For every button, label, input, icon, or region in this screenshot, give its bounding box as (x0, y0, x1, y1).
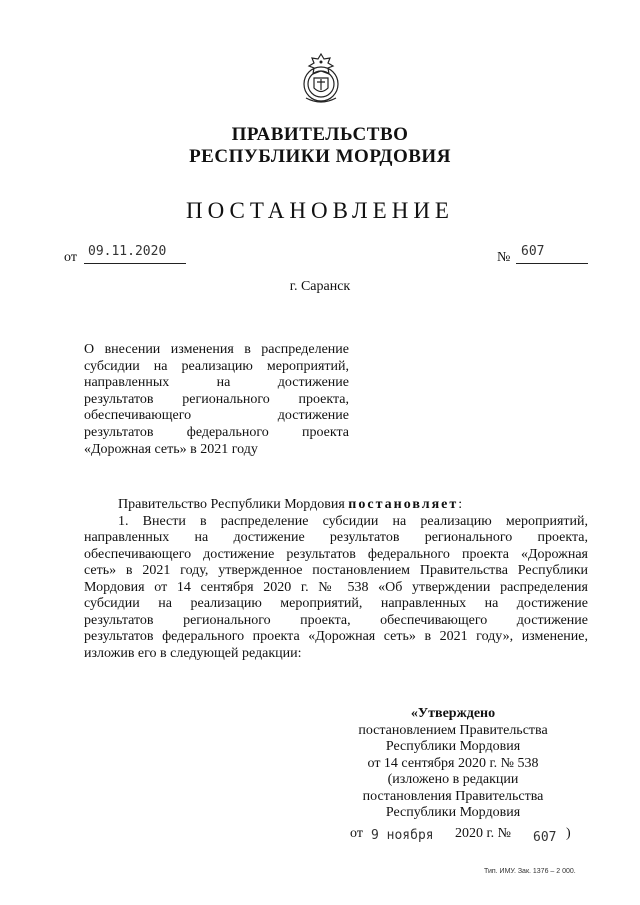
coat-of-arms-icon (298, 50, 344, 106)
approval-line: Республики Мордовия (385, 739, 521, 754)
subject-line: О внесении изменения в распределение (84, 342, 349, 357)
subject-line: результатов регионального проекта, (84, 391, 349, 407)
number-value: 607 (521, 244, 545, 259)
government-name-line1: ПРАВИТЕЛЬСТВО (231, 124, 409, 145)
approval-line: (изложено в редакции (387, 772, 519, 787)
subject-line: направленных на достижение (84, 375, 349, 391)
body-line: результатов федерального проекта «Дорожная сеть» в 2021 году», изменение, (84, 629, 588, 644)
sign-year: 2020 г. № (455, 826, 512, 841)
approval-line: постановлением Правительства (358, 722, 548, 738)
subject-line: «Дорожная сеть» в 2021 году (84, 441, 258, 457)
body-line: сеть» в 2021 году, утвержденное постановлением Правительства Республики (84, 563, 588, 578)
sign-suffix: ) (566, 826, 571, 841)
date-prefix: от (64, 250, 77, 265)
body-line: направленных на достижение результатов регионального проекта, (84, 530, 588, 545)
subject-block (84, 342, 349, 458)
body-line: изложив его в следующей редакции: (84, 645, 302, 661)
intro-line (84, 497, 588, 514)
body-line: 1. Внести в распределение субсидии на реализацию мероприятий, (118, 513, 588, 529)
approval-stamp-block (318, 706, 588, 822)
intro-suffix: : (458, 497, 463, 512)
body-line: Мордовия от 14 сентября 2020 г. № 538 «Об утверждении распределения (84, 579, 588, 595)
subject-line: обеспечивающего достижение (84, 408, 349, 424)
approval-line: Республики Мордовия (385, 805, 521, 820)
government-name-line2: РЕСПУБЛИКИ МОРДОВИЯ (189, 146, 451, 167)
resolution-body (84, 497, 588, 662)
intro-verb: постановляет (348, 497, 459, 512)
body-line: субсидии на реализацию мероприятий, направленных на достижение (84, 596, 588, 611)
approval-line: постановления Правительства (362, 788, 544, 804)
sign-prefix: от (350, 826, 363, 841)
intro-prefix: Правительство Республики Мордовия (118, 497, 345, 512)
city: г. Саранск (289, 279, 351, 294)
print-footer: Тип. ИМУ. Зак. 1376 – 2 000. (484, 868, 576, 875)
sign-day-month: 9 ноября (371, 828, 434, 843)
approval-title: «Утверждено (410, 706, 496, 721)
body-line: обеспечивающего достижение результатов федерального проекта «Дорожная (84, 546, 588, 562)
number-prefix: № (497, 250, 511, 265)
date-value: 09.11.2020 (88, 244, 167, 259)
subject-line: результатов федерального проекта (84, 424, 349, 440)
subject-line: субсидии на реализацию мероприятий, (84, 358, 349, 374)
body-line: результатов регионального проекта, обеспечивающего достижение (84, 612, 588, 628)
document-type-title: ПОСТАНОВЛЕНИЕ (186, 198, 454, 223)
approval-line: от 14 сентября 2020 г. № 538 (367, 755, 539, 771)
sign-number: 607 (533, 830, 557, 845)
